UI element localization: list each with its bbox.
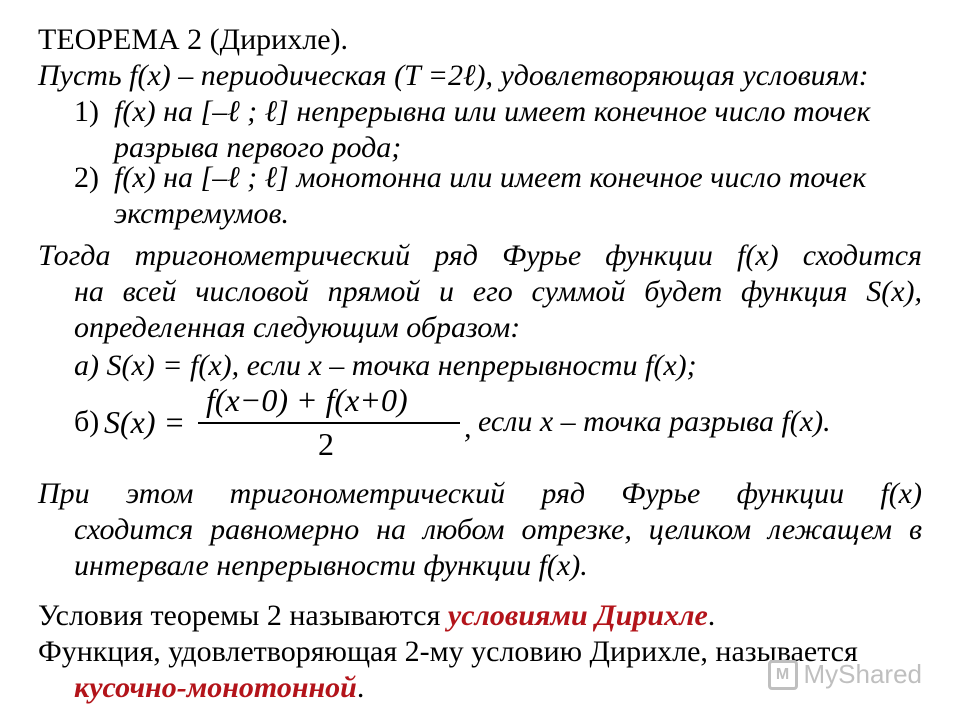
definition-suffix: . <box>356 671 365 704</box>
case-a: а) S(x) = f(x), если x – точка непрерывности f(x); <box>74 349 697 382</box>
conclusion-line-1: Тогда тригонометрический ряд Фурье функции f(x) сходится <box>38 239 922 272</box>
uniform-line-1: При этом тригонометрический ряд Фурье функции f(x) <box>38 477 922 510</box>
definition-line-2 <box>74 670 364 706</box>
case-b-label: б) <box>74 405 100 438</box>
case-b-condition: если x – точка разрыва f(x). <box>478 405 831 438</box>
condition-2-line-1: f(x) на [–ℓ ; ℓ] монотонна или имеет конечное число точек <box>114 161 867 194</box>
uniform-line-2: сходится равномерно на любом отрезке, целиком лежащем в <box>74 513 922 546</box>
conclusion-line-2: на всей числовой прямой и его суммой будет функция S(x), <box>74 275 922 308</box>
theorem-title: ТЕОРЕМА 2 (Дирихле). <box>38 23 349 56</box>
conditions-suffix: . <box>707 599 716 632</box>
condition-1-number: 1) <box>74 95 99 128</box>
case-b-comma: , <box>464 411 472 444</box>
condition-2-line-2: экстремумов. <box>114 197 290 230</box>
conditions-sentence <box>38 598 715 634</box>
conditions-prefix: Условия теоремы 2 называются <box>38 599 448 632</box>
condition-2-number: 2) <box>74 161 99 194</box>
theorem-intro: Пусть f(x) – периодическая (T =2ℓ), удовлетворяющая условиям: <box>38 59 869 92</box>
fraction-denominator: 2 <box>318 426 334 462</box>
dirichlet-conditions-term: условиями Дирихле <box>447 599 708 632</box>
watermark-text: MyShared <box>803 659 922 689</box>
condition-1-line-2: разрыва первого рода; <box>114 131 402 164</box>
case-b-fraction <box>198 380 464 460</box>
uniform-line-3: интервале непрерывности функции f(x). <box>74 549 588 582</box>
case-b-lhs: S(x) = <box>104 404 186 440</box>
fraction-numerator: f(x−0) + f(x+0) <box>206 382 408 418</box>
condition-1-line-1: f(x) на [–ℓ ; ℓ] непрерывна или имеет конечное число точек <box>114 95 871 128</box>
watermark-logo <box>768 659 923 690</box>
piecewise-monotone-term: кусочно-монотонной <box>74 671 357 704</box>
definition-line-1: Функция, удовлетворяющая 2-му условию Дирихле, называется <box>38 635 858 668</box>
conclusion-line-3: определенная следующим образом: <box>74 311 521 344</box>
myshared-logo-icon: M <box>768 660 798 690</box>
